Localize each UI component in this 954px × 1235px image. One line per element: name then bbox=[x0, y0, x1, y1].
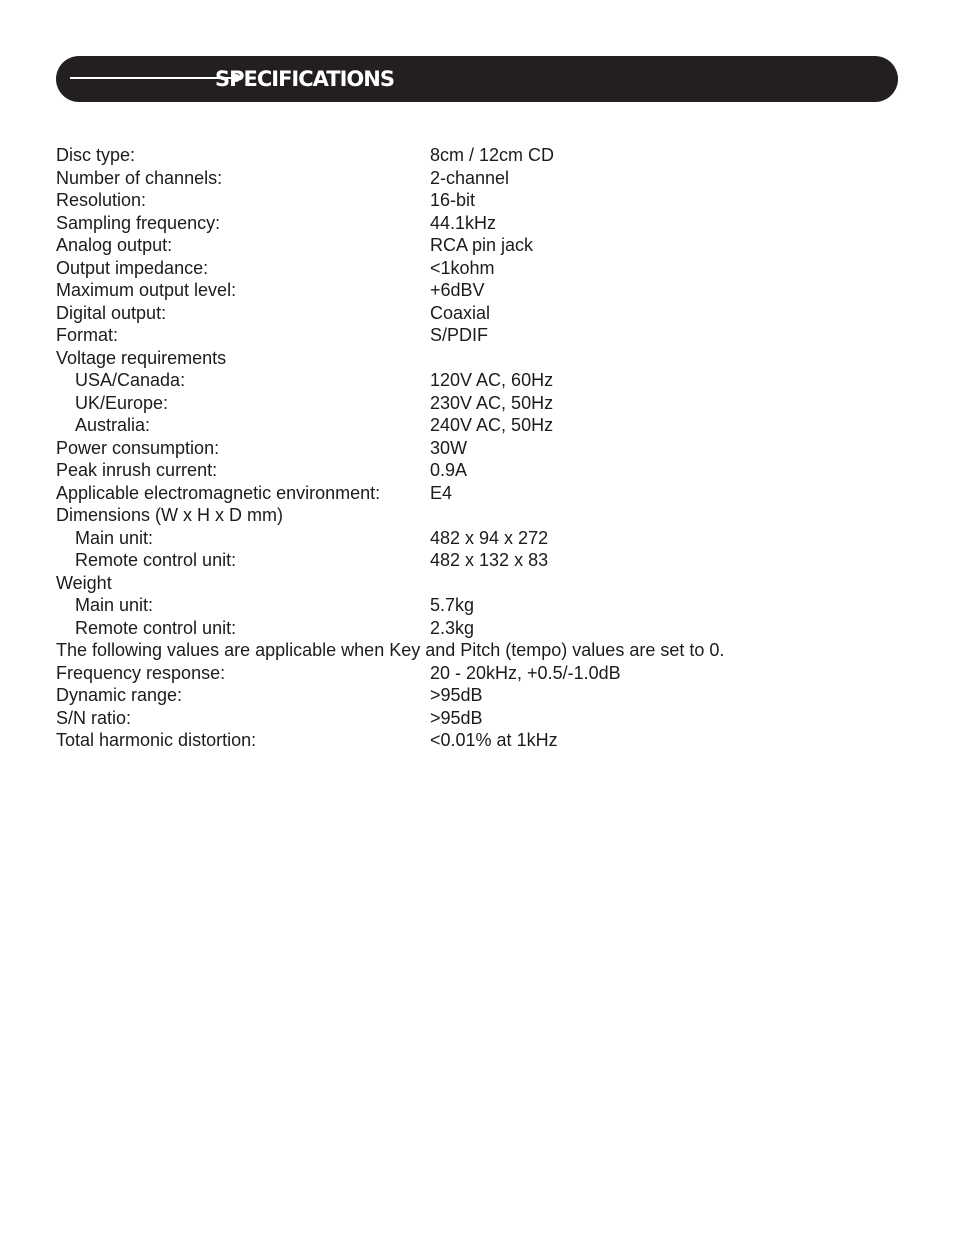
spec-row bbox=[56, 729, 898, 752]
spec-label: UK/Europe: bbox=[75, 392, 169, 413]
spec-label: Output impedance: bbox=[56, 257, 209, 278]
section-header-bar bbox=[56, 56, 898, 102]
spec-row bbox=[56, 662, 898, 685]
spec-value: 30W bbox=[430, 437, 468, 458]
spec-note-text: The following values are applicable when Key and Pitch (tempo) values are set to 0. bbox=[56, 640, 725, 660]
spec-value: E4 bbox=[430, 482, 453, 503]
spec-label: Voltage requirements bbox=[56, 347, 227, 368]
spec-group-heading bbox=[56, 504, 898, 527]
spec-group-heading bbox=[56, 347, 898, 370]
spec-group-heading bbox=[56, 572, 898, 595]
spec-row bbox=[56, 459, 898, 482]
spec-row bbox=[56, 549, 898, 572]
spec-row bbox=[56, 414, 898, 437]
spec-label: Resolution: bbox=[56, 190, 147, 210]
spec-label: Number of channels: bbox=[56, 167, 223, 188]
spec-row bbox=[56, 279, 898, 302]
spec-value: 482 x 132 x 83 bbox=[430, 550, 549, 570]
spec-label: Disc type: bbox=[56, 145, 136, 165]
spec-value: RCA pin jack bbox=[430, 235, 534, 255]
spec-label: Power consumption: bbox=[56, 437, 220, 458]
spec-label: Remote control unit: bbox=[75, 617, 237, 638]
spec-label: Weight bbox=[56, 572, 112, 593]
spec-label: Main unit: bbox=[75, 527, 154, 548]
spec-label: Peak inrush current: bbox=[56, 460, 218, 480]
spec-label: Digital output: bbox=[56, 302, 167, 323]
spec-label: USA/Canada: bbox=[75, 370, 186, 390]
spec-value: 44.1kHz bbox=[430, 212, 497, 233]
spec-value: 0.9A bbox=[430, 460, 468, 480]
spec-label: Analog output: bbox=[56, 235, 173, 255]
spec-row bbox=[56, 234, 898, 257]
spec-row bbox=[56, 527, 898, 550]
spec-label: Dynamic range: bbox=[56, 685, 183, 705]
spec-value: 240V AC, 50Hz bbox=[430, 415, 554, 435]
spec-label: Remote control unit: bbox=[75, 550, 237, 570]
header-decorative-line bbox=[70, 77, 236, 79]
spec-row bbox=[56, 482, 898, 505]
spec-value: 230V AC, 50Hz bbox=[430, 392, 554, 413]
spec-row bbox=[56, 594, 898, 617]
spec-value: +6dBV bbox=[430, 280, 485, 300]
spec-value: 20 - 20kHz, +0.5/-1.0dB bbox=[430, 662, 621, 683]
spec-row bbox=[56, 684, 898, 707]
spec-value: 120V AC, 60Hz bbox=[430, 370, 554, 390]
spec-label: Maximum output level: bbox=[56, 280, 237, 300]
spec-row bbox=[56, 212, 898, 235]
spec-row bbox=[56, 189, 898, 212]
spec-value: 8cm / 12cm CD bbox=[430, 145, 555, 165]
spec-value: 482 x 94 x 272 bbox=[430, 527, 549, 548]
spec-label: Dimensions (W x H x D mm) bbox=[56, 505, 284, 525]
spec-row bbox=[56, 437, 898, 460]
spec-value: 16-bit bbox=[430, 190, 476, 210]
spec-row bbox=[56, 167, 898, 190]
spec-label: Format: bbox=[56, 325, 119, 345]
spec-value: S/PDIF bbox=[430, 325, 489, 345]
spec-row bbox=[56, 392, 898, 415]
spec-value: 2-channel bbox=[430, 167, 510, 188]
spec-row bbox=[56, 144, 898, 167]
spec-value: >95dB bbox=[430, 707, 483, 728]
spec-value: <0.01% at 1kHz bbox=[430, 730, 558, 750]
spec-row bbox=[56, 707, 898, 730]
spec-value: Coaxial bbox=[430, 302, 491, 323]
spec-label: Sampling frequency: bbox=[56, 212, 221, 233]
section-title: SPECIFICATIONS bbox=[215, 67, 394, 91]
spec-row bbox=[56, 369, 898, 392]
spec-label: Frequency response: bbox=[56, 662, 226, 683]
specifications-list bbox=[56, 144, 898, 752]
spec-row bbox=[56, 257, 898, 280]
spec-label: Australia: bbox=[75, 415, 151, 435]
spec-value: <1kohm bbox=[430, 257, 495, 278]
spec-value: >95dB bbox=[430, 685, 483, 705]
spec-row bbox=[56, 324, 898, 347]
spec-row bbox=[56, 302, 898, 325]
spec-value: 5.7kg bbox=[430, 595, 475, 615]
spec-label: Main unit: bbox=[75, 595, 154, 615]
spec-label: Total harmonic distortion: bbox=[56, 730, 257, 750]
spec-label: Applicable electromagnetic environment: bbox=[56, 482, 381, 503]
spec-label: S/N ratio: bbox=[56, 707, 132, 728]
spec-value: 2.3kg bbox=[430, 617, 475, 638]
spec-note bbox=[56, 639, 898, 662]
spec-row bbox=[56, 617, 898, 640]
